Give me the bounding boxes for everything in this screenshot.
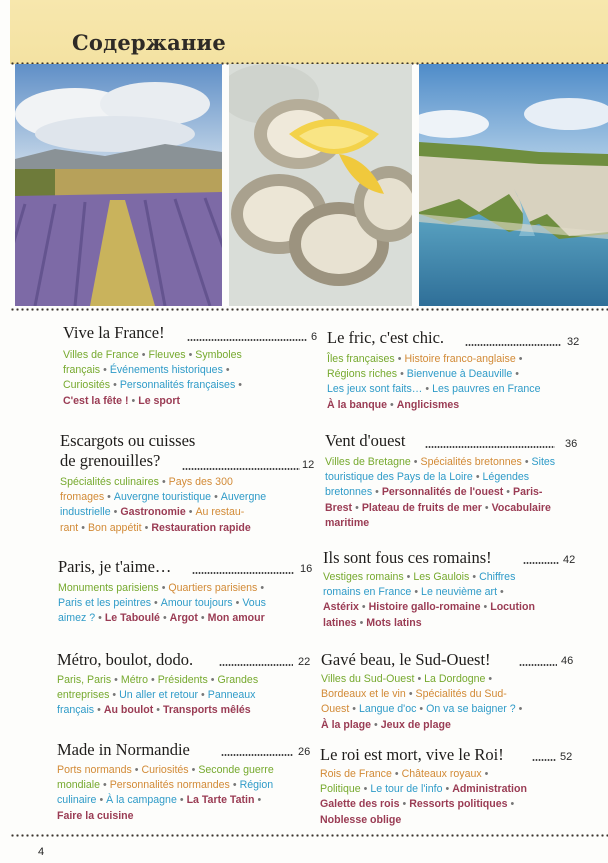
toc-section	[63, 323, 321, 413]
section-title-line2[interactable]: de grenouilles?	[60, 451, 161, 470]
toc-section	[325, 431, 587, 531]
leader-dots	[221, 754, 293, 756]
section-title[interactable]: Vive la France!	[63, 323, 165, 342]
page-number: 36	[565, 438, 578, 450]
section-title[interactable]: Le roi est mort, vive le Roi!	[320, 745, 504, 764]
toc-section	[327, 328, 587, 418]
lavender-field-photo	[15, 64, 222, 306]
section-title[interactable]: Le fric, c'est chic.	[327, 328, 445, 347]
topic-list: Monuments parisiens • Quartiers parisiens • Paris et les peintres • Amour toujours • Vous aimez ? • Le Taboulé • Argot • Mon amour	[58, 582, 266, 625]
section-title[interactable]: Paris, je t'aime…	[58, 557, 172, 576]
section-title[interactable]: Ils sont fous ces romains!	[323, 548, 492, 567]
topic-list: Spécialités culinaires • Pays des 300 fromages • Auvergne touristique • Auvergne industrielle • Gastronomie • Au restau- rant • Bon appétit • Restauration rapide	[60, 476, 267, 534]
page-number: 26	[298, 746, 311, 758]
oysters-lemon-photo	[229, 64, 412, 306]
toc-section	[57, 650, 320, 725]
topic-list: Villes du Sud-Ouest • La Dordogne • Bordeaux et le vin • Spécialités du Sud- Ouest • Langue d'oc • On va se baigner ? • À la plage • Jeux de plage	[321, 673, 523, 731]
section-title[interactable]: Gavé beau, le Sud-Ouest!	[321, 650, 491, 669]
leader-dots	[219, 664, 293, 666]
page-number: 12	[302, 459, 315, 471]
page-title: Содержание	[72, 30, 226, 55]
toc-section	[323, 548, 587, 628]
toc-section	[57, 740, 320, 830]
topic-list: Îles françaises • Histoire franco-anglaise • Régions riches • Bienvenue à Deauville • Les jeux sont faits… • Les pauvres en France À la banque • Anglicismes	[327, 353, 541, 411]
topic-list: Paris, Paris • Métro • Présidents • Grandes entreprises • Un aller et retour • Panneaux français • Au boulot • Transports mêlés	[57, 674, 259, 717]
page-number: 46	[561, 655, 574, 667]
page-number: 42	[563, 554, 576, 566]
topic-list: Rois de France • Châteaux royaux • Politique • Le tour de l'info • Administration Galette des rois • Ressorts politiques • Noblesse oblige	[320, 768, 527, 826]
photos-dotted-rule	[10, 308, 608, 311]
leader-dots	[187, 339, 307, 341]
leader-dots	[532, 759, 556, 761]
toc-section	[321, 650, 587, 730]
topic-list: Villes de France • Fleuves • Symboles français • Événements historiques • Curiosités • Personnalités françaises • C'est la fête ! • Le sport	[63, 349, 242, 407]
photo-strip	[10, 64, 608, 306]
page-number: 16	[300, 563, 313, 575]
toc-section	[60, 431, 320, 541]
page-number: 22	[298, 656, 311, 668]
leader-dots	[519, 664, 557, 666]
toc-section	[320, 745, 587, 830]
page-number: 6	[311, 331, 318, 343]
page-number: 32	[567, 336, 580, 348]
header-band	[10, 0, 608, 64]
topic-list: Ports normands • Curiosités • Seconde guerre mondiale • Personnalités normandes • Région culinaire • À la campagne • La Tarte Tatin • Faire la cuisine	[57, 764, 274, 822]
page-number: 52	[560, 751, 573, 763]
toc-section	[58, 557, 320, 632]
bottom-dotted-rule	[10, 834, 608, 837]
topic-list: Vestiges romains • Les Gaulois • Chiffres romains en France • Le neuvième art • Astérix • Histoire gallo-romaine • Locution latines • Mots latins	[323, 571, 535, 629]
section-title[interactable]: Métro, boulot, dodo.	[57, 650, 194, 669]
leader-dots	[465, 344, 561, 346]
leader-dots	[425, 446, 555, 448]
leader-dots	[523, 562, 559, 564]
folio-page-number: 4	[38, 846, 45, 858]
section-title[interactable]: Vent d'ouest	[325, 431, 406, 450]
normandy-cliffs-photo	[419, 64, 608, 306]
section-title[interactable]: Escargots ou cuisses	[60, 431, 196, 450]
section-title[interactable]: Made in Normandie	[57, 740, 190, 759]
leader-dots	[192, 572, 294, 574]
leader-dots	[182, 468, 300, 470]
topic-list: Villes de Bretagne • Spécialités bretonnes • Sites touristique des Pays de la Loire • Légendes bretonnes • Personnalités de l'ouest • Paris- Brest • Plateau de fruits de mer • Vocabulaire maritime	[325, 456, 556, 529]
